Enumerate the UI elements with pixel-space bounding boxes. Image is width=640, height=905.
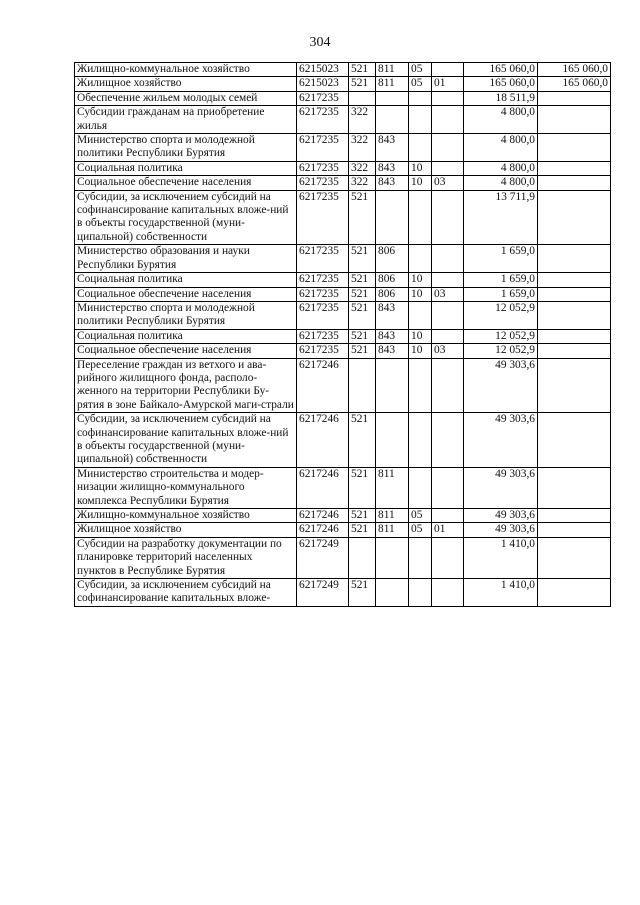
ministry-code-cell: 811 [376, 63, 409, 77]
amount-second-cell [538, 301, 611, 329]
section-code-cell: 10 [409, 329, 432, 343]
amount-cell: 1 410,0 [464, 579, 538, 607]
section-code-cell: 05 [409, 523, 432, 537]
ministry-code-cell: 806 [376, 273, 409, 287]
table-row [75, 344, 611, 358]
amount-cell: 18 511,9 [464, 91, 538, 105]
ministry-code-cell: 843 [376, 344, 409, 358]
section-code-cell [409, 106, 432, 134]
subsection-code-cell [432, 63, 464, 77]
expense-type-code-cell: 521 [349, 579, 376, 607]
expense-type-code-cell: 521 [349, 245, 376, 273]
subsection-code-cell [432, 134, 464, 162]
amount-cell: 49 303,6 [464, 358, 538, 413]
section-code-cell [409, 190, 432, 245]
section-code-cell [409, 358, 432, 413]
row-name-cell: Жилищное хозяйство [75, 523, 297, 537]
amount-cell: 4 800,0 [464, 106, 538, 134]
target-article-code-cell: 6217235 [297, 329, 349, 343]
amount-second-cell [538, 134, 611, 162]
amount-second-cell [538, 329, 611, 343]
amount-second-cell [538, 273, 611, 287]
row-name-cell: Обеспечение жильем молодых семей [75, 91, 297, 105]
table-row [75, 358, 611, 413]
ministry-code-cell: 811 [376, 77, 409, 91]
ministry-code-cell: 806 [376, 245, 409, 273]
ministry-code-cell [376, 579, 409, 607]
amount-cell: 165 060,0 [464, 77, 538, 91]
table-row [75, 77, 611, 91]
row-name-cell: Жилищно-коммунальное хозяйство [75, 509, 297, 523]
ministry-code-cell: 843 [376, 329, 409, 343]
target-article-code-cell: 6217235 [297, 190, 349, 245]
amount-cell: 13 711,9 [464, 190, 538, 245]
expense-type-code-cell: 521 [349, 273, 376, 287]
subsection-code-cell [432, 301, 464, 329]
expense-type-code-cell: 521 [349, 63, 376, 77]
amount-second-cell [538, 523, 611, 537]
subsection-code-cell [432, 91, 464, 105]
amount-cell: 12 052,9 [464, 301, 538, 329]
target-article-code-cell: 6217235 [297, 301, 349, 329]
section-code-cell [409, 413, 432, 468]
row-name-cell: Социальное обеспечение населения [75, 287, 297, 301]
section-code-cell: 10 [409, 176, 432, 190]
expense-type-code-cell: 322 [349, 106, 376, 134]
expense-type-code-cell: 322 [349, 134, 376, 162]
target-article-code-cell: 6217246 [297, 509, 349, 523]
page-number: 304 [309, 35, 331, 50]
table-row [75, 287, 611, 301]
amount-second-cell [538, 509, 611, 523]
row-name-cell: Жилищное хозяйство [75, 77, 297, 91]
amount-second-cell [538, 287, 611, 301]
table-row [75, 579, 611, 607]
budget-table [74, 62, 611, 607]
table-row [75, 413, 611, 468]
amount-second-cell: 165 060,0 [538, 63, 611, 77]
section-code-cell [409, 537, 432, 578]
section-code-cell [409, 245, 432, 273]
amount-cell: 4 800,0 [464, 134, 538, 162]
row-name-cell: Субсидии на разработку документации по планировке территорий населенных пунктов в Республике Бурятия [75, 537, 297, 578]
expense-type-code-cell [349, 358, 376, 413]
target-article-code-cell: 6217235 [297, 134, 349, 162]
target-article-code-cell: 6217235 [297, 273, 349, 287]
subsection-code-cell [432, 537, 464, 578]
amount-second-cell [538, 579, 611, 607]
target-article-code-cell: 6217235 [297, 161, 349, 175]
ministry-code-cell [376, 358, 409, 413]
table-row [75, 134, 611, 162]
row-name-cell: Жилищно-коммунальное хозяйство [75, 63, 297, 77]
target-article-code-cell: 6217235 [297, 176, 349, 190]
expense-type-code-cell: 521 [349, 329, 376, 343]
amount-cell: 1 410,0 [464, 537, 538, 578]
expense-type-code-cell: 322 [349, 176, 376, 190]
expense-type-code-cell: 521 [349, 287, 376, 301]
amount-cell: 4 800,0 [464, 176, 538, 190]
expense-type-code-cell: 521 [349, 190, 376, 245]
amount-cell: 1 659,0 [464, 245, 538, 273]
expense-type-code-cell: 521 [349, 344, 376, 358]
subsection-code-cell [432, 358, 464, 413]
ministry-code-cell [376, 91, 409, 105]
section-code-cell: 10 [409, 287, 432, 301]
section-code-cell [409, 134, 432, 162]
target-article-code-cell: 6217246 [297, 523, 349, 537]
section-code-cell: 10 [409, 344, 432, 358]
row-name-cell: Переселение граждан из ветхого и ава-рийного жилищного фонда, располо-женного на территории Республики Бу-рятия в зоне Байкало-Амурской маги-страли [75, 358, 297, 413]
section-code-cell: 05 [409, 77, 432, 91]
table-row [75, 63, 611, 77]
target-article-code-cell: 6215023 [297, 63, 349, 77]
table-row [75, 301, 611, 329]
subsection-code-cell: 01 [432, 523, 464, 537]
subsection-code-cell: 01 [432, 77, 464, 91]
ministry-code-cell [376, 106, 409, 134]
table-row [75, 509, 611, 523]
row-name-cell: Министерство строительства и модер-низации жилищно-коммунального комплекса Республики Бурятия [75, 467, 297, 508]
amount-cell: 12 052,9 [464, 329, 538, 343]
row-name-cell: Министерство образования и науки Республики Бурятия [75, 245, 297, 273]
target-article-code-cell: 6215023 [297, 77, 349, 91]
table-row [75, 273, 611, 287]
ministry-code-cell: 843 [376, 134, 409, 162]
row-name-cell: Социальное обеспечение населения [75, 344, 297, 358]
target-article-code-cell: 6217235 [297, 245, 349, 273]
amount-cell: 12 052,9 [464, 344, 538, 358]
table-row [75, 106, 611, 134]
amount-cell: 1 659,0 [464, 273, 538, 287]
subsection-code-cell [432, 579, 464, 607]
subsection-code-cell [432, 509, 464, 523]
section-code-cell: 10 [409, 273, 432, 287]
expense-type-code-cell: 521 [349, 523, 376, 537]
expense-type-code-cell [349, 537, 376, 578]
target-article-code-cell: 6217246 [297, 413, 349, 468]
expense-type-code-cell: 322 [349, 161, 376, 175]
ministry-code-cell: 806 [376, 287, 409, 301]
amount-second-cell [538, 344, 611, 358]
subsection-code-cell [432, 329, 464, 343]
subsection-code-cell [432, 161, 464, 175]
target-article-code-cell: 6217235 [297, 287, 349, 301]
amount-second-cell [538, 176, 611, 190]
ministry-code-cell: 843 [376, 301, 409, 329]
amount-second-cell [538, 413, 611, 468]
subsection-code-cell [432, 106, 464, 134]
section-code-cell [409, 467, 432, 508]
table-row [75, 523, 611, 537]
table-row [75, 91, 611, 105]
expense-type-code-cell: 521 [349, 467, 376, 508]
row-name-cell: Субсидии, за исключением субсидий на софинансирование капитальных вложе- [75, 579, 297, 607]
subsection-code-cell: 03 [432, 344, 464, 358]
amount-second-cell [538, 161, 611, 175]
amount-cell: 49 303,6 [464, 467, 538, 508]
expense-type-code-cell: 521 [349, 509, 376, 523]
section-code-cell [409, 301, 432, 329]
target-article-code-cell: 6217235 [297, 91, 349, 105]
row-name-cell: Социальная политика [75, 329, 297, 343]
amount-second-cell [538, 537, 611, 578]
amount-second-cell [538, 106, 611, 134]
subsection-code-cell [432, 273, 464, 287]
row-name-cell: Субсидии, за исключением субсидий на софинансирование капитальных вложе-ний в объекты государственной (муни-ципальной) собственности [75, 190, 297, 245]
section-code-cell: 10 [409, 161, 432, 175]
subsection-code-cell [432, 467, 464, 508]
amount-second-cell [538, 358, 611, 413]
target-article-code-cell: 6217249 [297, 579, 349, 607]
ministry-code-cell [376, 190, 409, 245]
ministry-code-cell: 811 [376, 467, 409, 508]
section-code-cell [409, 91, 432, 105]
expense-type-code-cell: 521 [349, 301, 376, 329]
amount-cell: 4 800,0 [464, 161, 538, 175]
ministry-code-cell [376, 537, 409, 578]
ministry-code-cell: 811 [376, 509, 409, 523]
amount-cell: 1 659,0 [464, 287, 538, 301]
target-article-code-cell: 6217246 [297, 358, 349, 413]
ministry-code-cell [376, 413, 409, 468]
table-row [75, 190, 611, 245]
target-article-code-cell: 6217235 [297, 106, 349, 134]
table-row [75, 176, 611, 190]
amount-second-cell [538, 245, 611, 273]
subsection-code-cell: 03 [432, 176, 464, 190]
section-code-cell: 05 [409, 63, 432, 77]
expense-type-code-cell: 521 [349, 413, 376, 468]
subsection-code-cell [432, 245, 464, 273]
amount-cell: 49 303,6 [464, 523, 538, 537]
row-name-cell: Субсидии гражданам на приобретение жилья [75, 106, 297, 134]
amount-cell: 49 303,6 [464, 509, 538, 523]
section-code-cell [409, 579, 432, 607]
table-row [75, 537, 611, 578]
amount-cell: 49 303,6 [464, 413, 538, 468]
row-name-cell: Министерство спорта и молодежной политики Республики Бурятия [75, 301, 297, 329]
row-name-cell: Социальная политика [75, 161, 297, 175]
amount-second-cell [538, 467, 611, 508]
row-name-cell: Министерство спорта и молодежной политики Республики Бурятия [75, 134, 297, 162]
amount-second-cell [538, 190, 611, 245]
expense-type-code-cell [349, 91, 376, 105]
row-name-cell: Субсидии, за исключением субсидий на софинансирование капитальных вложе-ний в объекты государственной (муни-ципальной) собственности [75, 413, 297, 468]
table-row [75, 329, 611, 343]
ministry-code-cell: 843 [376, 176, 409, 190]
subsection-code-cell: 03 [432, 287, 464, 301]
table-row [75, 467, 611, 508]
amount-second-cell [538, 91, 611, 105]
row-name-cell: Социальная политика [75, 273, 297, 287]
expense-type-code-cell: 521 [349, 77, 376, 91]
subsection-code-cell [432, 413, 464, 468]
ministry-code-cell: 811 [376, 523, 409, 537]
row-name-cell: Социальное обеспечение населения [75, 176, 297, 190]
target-article-code-cell: 6217249 [297, 537, 349, 578]
amount-second-cell: 165 060,0 [538, 77, 611, 91]
target-article-code-cell: 6217235 [297, 344, 349, 358]
table-row [75, 245, 611, 273]
table-row [75, 161, 611, 175]
ministry-code-cell: 843 [376, 161, 409, 175]
subsection-code-cell [432, 190, 464, 245]
amount-cell: 165 060,0 [464, 63, 538, 77]
section-code-cell: 05 [409, 509, 432, 523]
target-article-code-cell: 6217246 [297, 467, 349, 508]
